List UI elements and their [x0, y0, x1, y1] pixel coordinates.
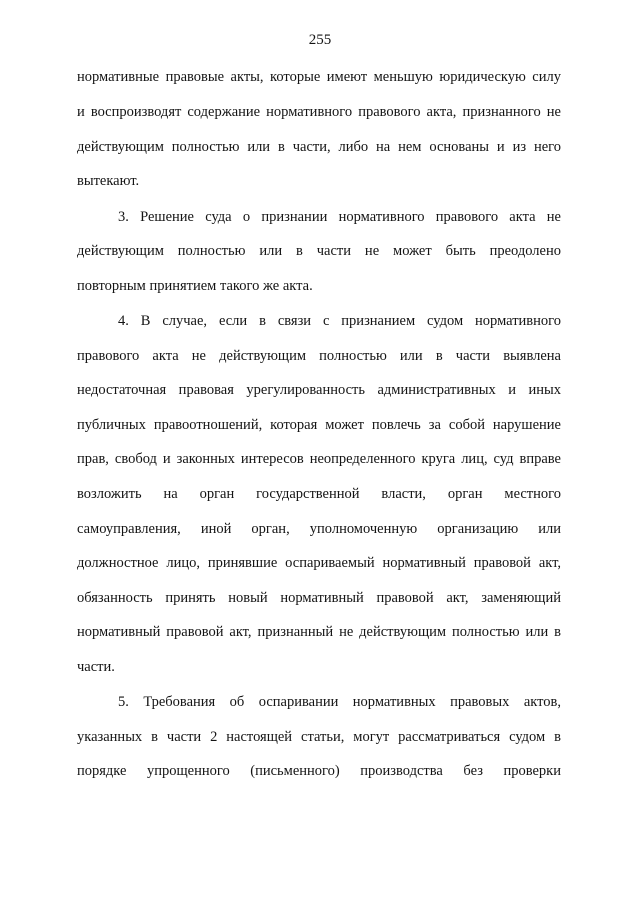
paragraph-3-line-1: 4. В случае, если в связи с признанием судом нормативного	[118, 313, 561, 329]
paragraph-3-line-5: прав, свобод и законных интересов неопределенного круга лиц, суд вправе	[77, 451, 561, 467]
paragraph-3-line-6: возложить на орган государственной власти, орган местного	[77, 486, 561, 502]
paragraph-2-line-3: повторным принятием такого же акта.	[77, 278, 313, 294]
paragraph-3-line-9: обязанность принять новый нормативный правовой акт, заменяющий	[77, 590, 561, 606]
paragraph-1-line-2: и воспроизводят содержание нормативного правового акта, признанного не	[77, 104, 561, 120]
paragraph-4-line-2: указанных в части 2 настоящей статьи, могут рассматриваться судом в	[77, 729, 561, 745]
page-number: 255	[308, 32, 332, 48]
paragraph-3-line-8: должностное лицо, принявшие оспариваемый нормативный правовой акт,	[77, 555, 561, 571]
paragraph-3-line-7: самоуправления, иной орган, уполномоченную организацию или	[77, 521, 561, 537]
paragraph-3-line-11: части.	[77, 659, 115, 675]
paragraph-4-line-3: порядке упрощенного (письменного) производства без проверки	[77, 763, 561, 779]
paragraph-2-line-1: 3. Решение суда о признании нормативного правового акта не	[118, 209, 561, 225]
paragraph-3-line-2: правового акта не действующим полностью или в части выявлена	[77, 348, 561, 364]
paragraph-4-line-1: 5. Требования об оспаривании нормативных правовых актов,	[118, 694, 561, 710]
paragraph-1-line-1: нормативные правовые акты, которые имеют меньшую юридическую силу	[77, 69, 561, 85]
paragraph-3-line-3: недостаточная правовая урегулированность административных и иных	[77, 382, 561, 398]
paragraph-1-line-3: действующим полностью или в части, либо на нем основаны и из него	[77, 139, 561, 155]
paragraph-2-line-2: действующим полностью или в части не может быть преодолено	[77, 243, 561, 259]
paragraph-3-line-10: нормативный правовой акт, признанный не действующим полностью или в	[77, 624, 561, 640]
paragraph-3-line-4: публичных правоотношений, которая может повлечь за собой нарушение	[77, 417, 561, 433]
paragraph-1-line-4: вытекают.	[77, 173, 140, 189]
